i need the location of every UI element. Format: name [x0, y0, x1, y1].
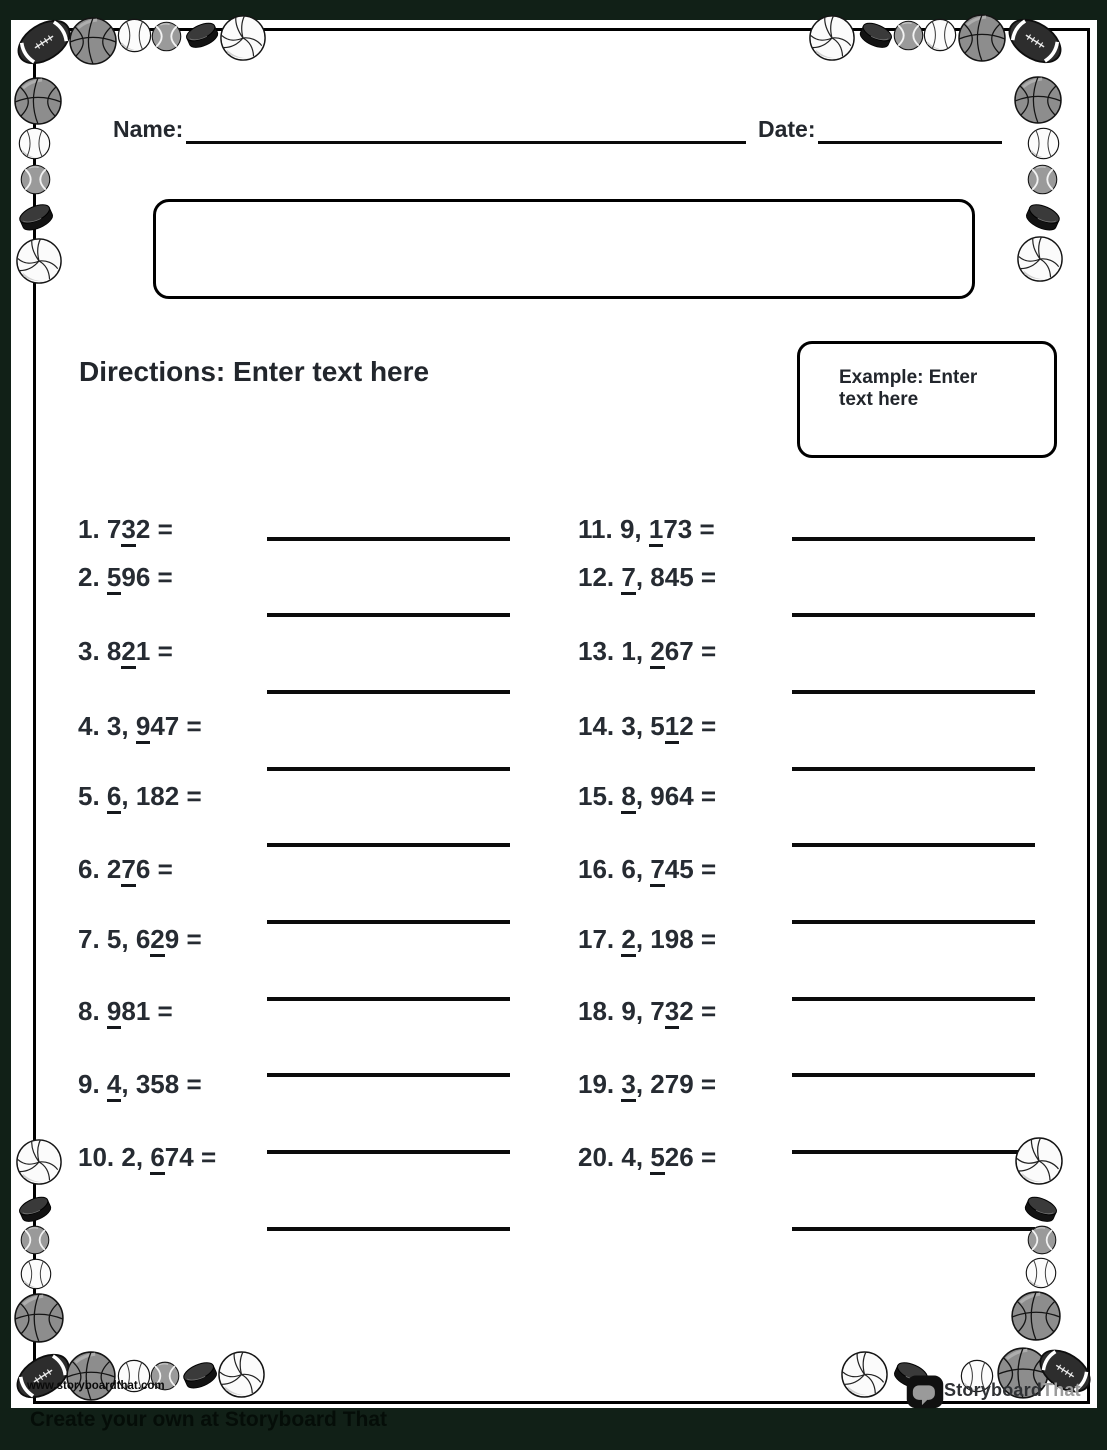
underlined-digit: 8 — [621, 783, 635, 814]
digits-after: 67 — [664, 636, 694, 666]
underlined-digit: 2 — [621, 926, 635, 957]
digits-before: 5, 6 — [106, 924, 151, 954]
problem-number: 14. — [578, 711, 615, 741]
equals-sign: = — [200, 1142, 217, 1172]
equals-sign: = — [186, 924, 202, 954]
underlined-digit: 1 — [665, 713, 679, 744]
directions-heading: Directions: Enter text here — [79, 356, 430, 387]
date-blank-line[interactable] — [818, 141, 1002, 144]
digits-before: 3, — [106, 711, 136, 741]
problem-number: 11. — [578, 514, 613, 544]
answer-line[interactable] — [267, 1073, 510, 1077]
problem-number: 2. — [78, 562, 100, 592]
underlined-digit: 1 — [649, 516, 663, 547]
equals-sign: = — [700, 781, 717, 811]
equals-sign: = — [186, 711, 202, 741]
problem-number: 7. — [78, 924, 100, 954]
baseball-icon — [923, 18, 957, 52]
basketball-icon — [68, 16, 118, 66]
basketball-icon — [13, 1292, 65, 1344]
underlined-digit: 7 — [121, 856, 135, 887]
problem-item — [78, 1142, 216, 1175]
problem-number: 10. — [78, 1142, 115, 1172]
equals-sign: = — [157, 854, 173, 884]
digits-before: 7 — [106, 514, 122, 544]
problem-item — [578, 996, 716, 1029]
problem-item — [578, 854, 716, 887]
underlined-digit: 6 — [150, 1144, 164, 1175]
problem-number: 20. — [578, 1142, 615, 1172]
problem-item — [578, 1142, 716, 1175]
problem-item — [78, 854, 173, 887]
answer-line[interactable] — [792, 1073, 1035, 1077]
logo-storyboard-text: Storyboard — [944, 1380, 1043, 1400]
equals-sign: = — [699, 514, 715, 544]
basketball-icon — [1010, 1290, 1062, 1342]
basketball-icon — [65, 1350, 117, 1402]
name-blank-line[interactable] — [186, 141, 746, 144]
tennis-ball-icon — [20, 1225, 50, 1255]
volleyball-icon — [1016, 235, 1064, 283]
digits-after: 96 — [121, 562, 151, 592]
problem-number: 15. — [578, 781, 615, 811]
answer-line[interactable] — [267, 613, 510, 617]
answer-line[interactable] — [267, 690, 510, 694]
hockey-puck-icon — [182, 15, 222, 55]
problem-item — [78, 514, 173, 547]
volleyball-icon — [217, 1350, 266, 1399]
baseball-icon — [1027, 127, 1060, 160]
answer-line[interactable] — [792, 843, 1035, 847]
tennis-ball-icon — [893, 20, 924, 51]
tennis-ball-icon — [20, 164, 51, 195]
problem-number: 3. — [78, 636, 100, 666]
digits-after: , 198 — [635, 924, 694, 954]
hockey-puck-icon — [1022, 196, 1064, 238]
problem-item — [78, 781, 202, 814]
hockey-puck-icon — [15, 196, 57, 238]
underlined-digit: 5 — [107, 564, 121, 595]
answer-line[interactable] — [267, 537, 510, 541]
equals-sign: = — [700, 711, 717, 741]
problem-item — [578, 636, 716, 669]
digits-after: 45 — [664, 854, 694, 884]
underlined-digit: 2 — [121, 638, 135, 669]
volleyball-icon — [15, 1138, 63, 1186]
problem-item — [78, 1069, 202, 1102]
problem-number: 6. — [78, 854, 100, 884]
answer-line[interactable] — [792, 997, 1035, 1001]
underlined-digit: 2 — [150, 926, 164, 957]
basketball-icon — [13, 76, 63, 126]
baseball-icon — [117, 18, 152, 53]
volleyball-icon — [840, 1350, 889, 1399]
underlined-digit: 3 — [621, 1071, 635, 1102]
problem-number: 12. — [578, 562, 615, 592]
answer-line[interactable] — [792, 920, 1035, 924]
volleyball-icon — [808, 14, 856, 62]
answer-line[interactable] — [792, 537, 1035, 541]
digits-before: 4, — [621, 1142, 651, 1172]
problem-number: 16. — [578, 854, 615, 884]
digits-after: , 358 — [121, 1069, 180, 1099]
equals-sign: = — [700, 924, 717, 954]
equals-sign: = — [157, 636, 173, 666]
underlined-digit: 3 — [121, 516, 135, 547]
volleyball-icon — [15, 237, 63, 285]
date-label: Date: — [758, 116, 816, 142]
problem-item — [578, 1069, 716, 1102]
digits-after: 47 — [150, 711, 180, 741]
equals-sign: = — [186, 781, 202, 811]
baseball-icon — [20, 1258, 52, 1290]
hockey-puck-icon — [15, 1189, 55, 1229]
digits-after: 1 — [135, 636, 151, 666]
name-label: Name: — [113, 116, 184, 142]
problem-item — [78, 711, 202, 744]
football-icon — [13, 1346, 73, 1406]
volleyball-icon — [219, 14, 267, 62]
digits-after: 2 — [679, 996, 694, 1026]
digits-before: 8 — [106, 636, 122, 666]
problem-item — [578, 711, 716, 744]
digits-before: 6, — [621, 854, 651, 884]
answer-line[interactable] — [792, 1227, 1035, 1231]
equals-sign: = — [700, 1069, 717, 1099]
answer-line[interactable] — [792, 767, 1035, 771]
digits-after: 6 — [135, 854, 151, 884]
problem-number: 5. — [78, 781, 100, 811]
storyboardthat-logo — [944, 1380, 1081, 1401]
answer-line[interactable] — [267, 920, 510, 924]
problem-number: 4. — [78, 711, 100, 741]
problem-number: 13. — [578, 636, 615, 666]
problem-item — [578, 562, 716, 595]
equals-sign: = — [700, 854, 717, 884]
hockey-puck-icon — [856, 15, 896, 55]
equals-sign: = — [157, 996, 173, 1026]
underlined-digit: 7 — [621, 564, 635, 595]
digits-before: 2 — [106, 854, 122, 884]
football-icon — [14, 12, 74, 72]
football-icon — [1005, 11, 1065, 71]
equals-sign: = — [186, 1069, 202, 1099]
problem-item — [78, 636, 173, 669]
digits-after: , 964 — [635, 781, 694, 811]
answer-line[interactable] — [267, 997, 510, 1001]
digits-after: 9 — [164, 924, 180, 954]
problem-number: 19. — [578, 1069, 615, 1099]
underlined-digit: 3 — [665, 998, 679, 1029]
problem-item — [578, 781, 716, 814]
digits-after: , 845 — [635, 562, 694, 592]
tennis-ball-icon — [1027, 1225, 1057, 1255]
problem-item — [78, 996, 173, 1029]
answer-line[interactable] — [792, 690, 1035, 694]
answer-line[interactable] — [267, 767, 510, 771]
website-url: www.storyboardthat.com — [27, 1380, 165, 1392]
digits-after: 2 — [135, 514, 151, 544]
digits-before: 9, — [619, 514, 649, 544]
basketball-icon — [1013, 75, 1063, 125]
example-text: Example: Enter text here — [839, 367, 978, 411]
answer-line[interactable] — [792, 613, 1035, 617]
logo-that-text: That — [1042, 1380, 1081, 1400]
underlined-digit: 4 — [107, 1071, 121, 1102]
equals-sign: = — [157, 514, 173, 544]
baseball-icon — [1025, 1257, 1057, 1289]
digits-after: 26 — [664, 1142, 694, 1172]
problem-number: 17. — [578, 924, 615, 954]
digits-before: 9, 7 — [621, 996, 665, 1026]
digits-after: , 182 — [121, 781, 180, 811]
problem-number: 1. — [78, 514, 100, 544]
problem-item — [78, 562, 173, 595]
problem-number: 8. — [78, 996, 100, 1026]
answer-line[interactable] — [267, 1150, 510, 1154]
digits-after: 2 — [679, 711, 694, 741]
underlined-digit: 6 — [107, 783, 121, 814]
equals-sign: = — [700, 1142, 717, 1172]
answer-line[interactable] — [267, 843, 510, 847]
digits-before: 2, — [121, 1142, 151, 1172]
answer-line[interactable] — [267, 1227, 510, 1231]
digits-before: 3, 5 — [621, 711, 665, 741]
problem-item — [578, 514, 715, 547]
problem-item — [78, 924, 202, 957]
basketball-icon — [957, 13, 1007, 63]
answer-line[interactable] — [792, 1150, 1035, 1154]
tennis-ball-icon — [1027, 164, 1058, 195]
underlined-digit: 9 — [136, 713, 150, 744]
digits-before: 1, — [621, 636, 651, 666]
hockey-puck-icon — [1021, 1189, 1061, 1229]
underlined-digit: 5 — [650, 1144, 664, 1175]
digits-after: 74 — [164, 1142, 194, 1172]
equals-sign: = — [700, 562, 717, 592]
underlined-digit: 2 — [650, 638, 664, 669]
title-box[interactable] — [153, 199, 975, 299]
underlined-digit: 9 — [107, 998, 121, 1029]
equals-sign: = — [700, 636, 717, 666]
problem-number: 9. — [78, 1069, 100, 1099]
equals-sign: = — [700, 996, 717, 1026]
underlined-digit: 7 — [650, 856, 664, 887]
digits-after: , 279 — [635, 1069, 694, 1099]
problem-number: 18. — [578, 996, 615, 1026]
equals-sign: = — [157, 562, 173, 592]
storyboardthat-logo-icon — [906, 1374, 944, 1412]
digits-after: 81 — [121, 996, 151, 1026]
example-box[interactable] — [797, 341, 1057, 458]
baseball-icon — [18, 127, 51, 160]
problem-item — [578, 924, 716, 957]
digits-after: 73 — [663, 514, 693, 544]
footer-create-line: Create your own at Storyboard That — [30, 1408, 388, 1431]
tennis-ball-icon — [151, 21, 182, 52]
volleyball-icon — [1014, 1136, 1064, 1186]
hockey-puck-icon — [179, 1354, 221, 1396]
